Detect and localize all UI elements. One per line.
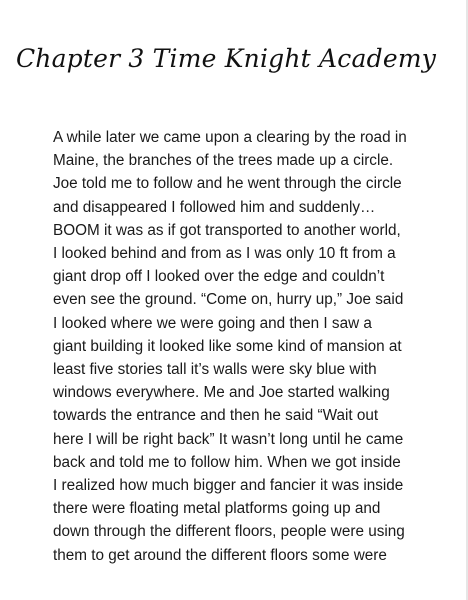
body-line: them to get around the different floors some were [53, 546, 387, 564]
body-line: least five stories tall it’s walls were sky blue with [53, 361, 377, 379]
body-line: windows everywhere. Me and Joe started walking [53, 384, 390, 402]
body-line: and disappeared I followed him and suddenly… [53, 198, 376, 216]
body-line: back and told me to follow him. When we got inside [53, 453, 401, 471]
body-line: I looked where we were going and then I saw a [53, 314, 372, 332]
body-line: I realized how much bigger and fancier it was inside [53, 477, 404, 495]
body-line: even see the ground. “Come on, hurry up,” Joe said [53, 291, 404, 309]
body-line: BOOM it was as if got transported to another world, [53, 221, 401, 239]
body-line: Maine, the branches of the trees made up a circle. [53, 152, 394, 170]
body-line: A while later we came upon a clearing by the road in [53, 129, 407, 146]
body-line: giant drop off I looked over the edge and couldn’t [53, 268, 385, 286]
body-line: I looked behind and from as I was only 10 ft from a [53, 245, 396, 263]
chapter-body [53, 126, 458, 567]
body-line: there were floating metal platforms going up and [53, 500, 381, 518]
chapter-title: Chapter 3 Time Knight Academy [15, 44, 437, 73]
body-line: here I will be right back” It wasn’t long until he came [53, 430, 404, 448]
body-line: Joe told me to follow and he went through the circle [53, 175, 402, 193]
body-line: down through the different floors, people were using [53, 523, 405, 541]
body-line: towards the entrance and then he said “Wait out [53, 407, 379, 425]
body-line: giant building it looked like some kind of mansion at [53, 337, 402, 355]
